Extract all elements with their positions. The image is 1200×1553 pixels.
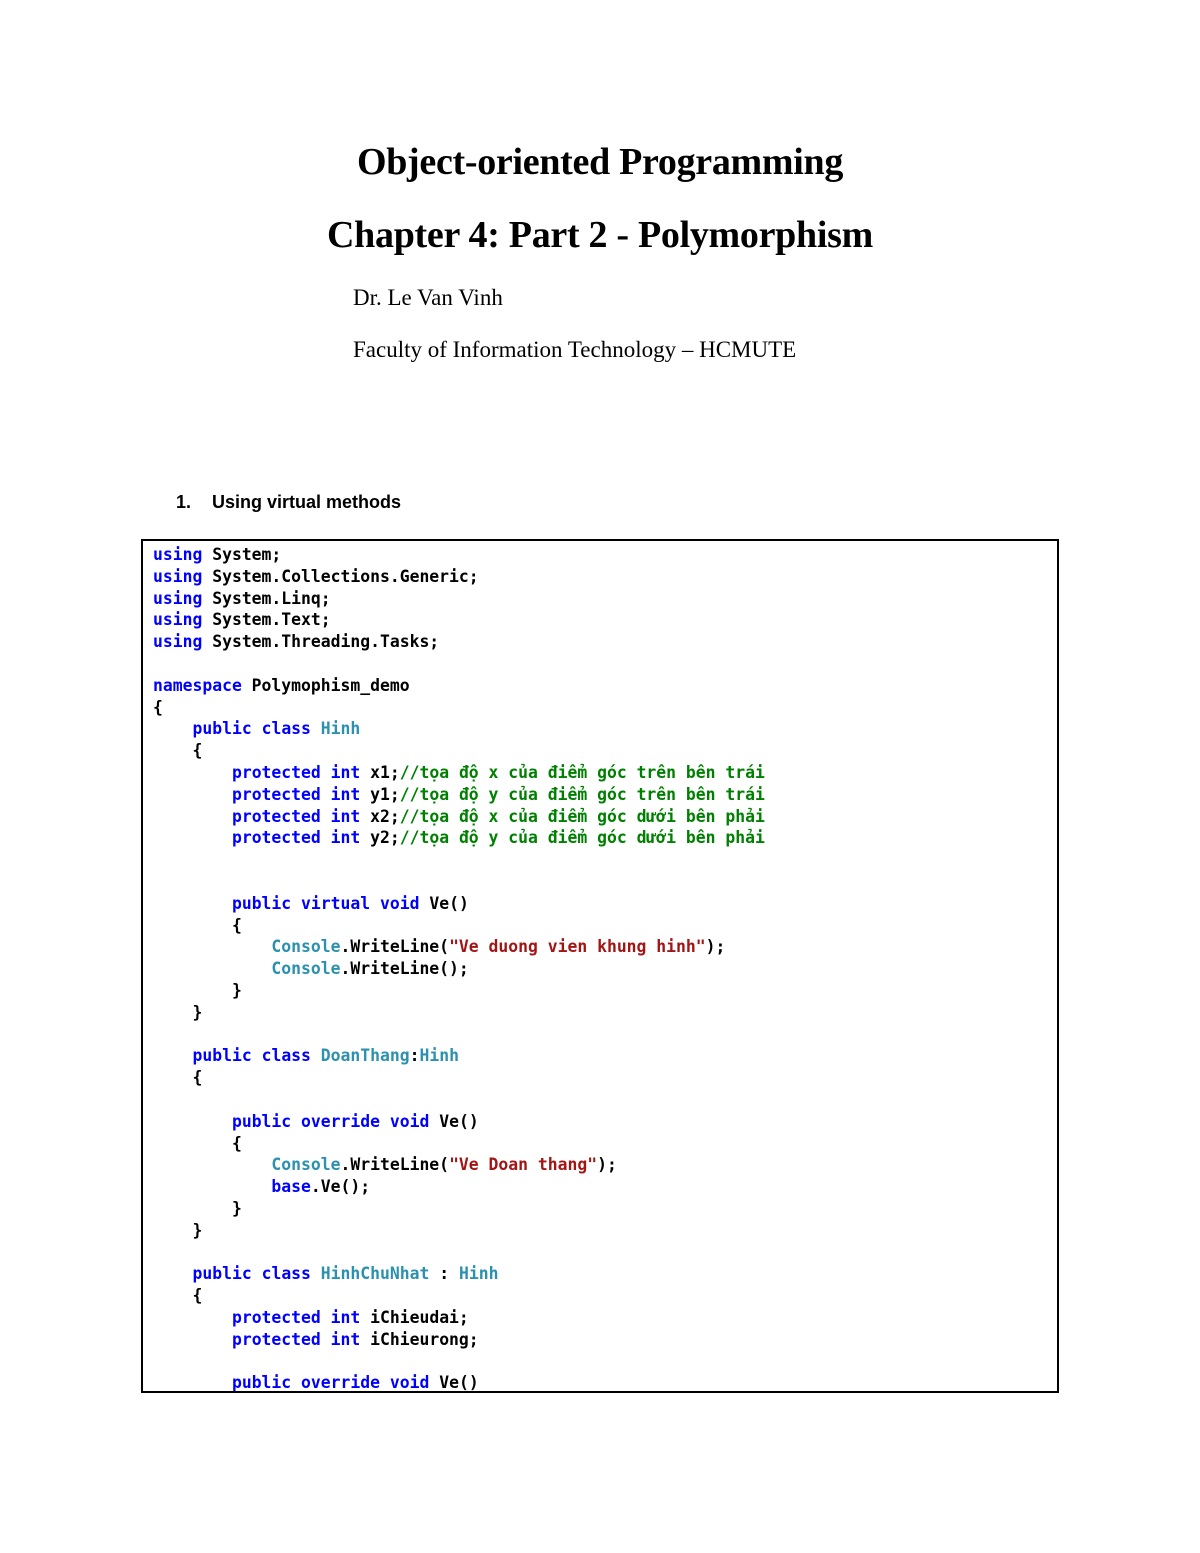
code-line — [153, 566, 765, 588]
code-text: .WriteLine( — [340, 937, 450, 957]
code-line — [153, 1372, 765, 1393]
code-line — [153, 544, 765, 566]
code-text: .WriteLine( — [340, 1155, 450, 1175]
code-text: { — [153, 1068, 203, 1088]
code-text — [153, 1177, 271, 1196]
code-text — [153, 785, 232, 804]
code-text: y2; — [360, 828, 400, 848]
code-text — [153, 1308, 232, 1327]
code-text — [153, 894, 232, 913]
code-keyword: int — [330, 784, 361, 804]
code-keyword: public — [231, 1373, 292, 1393]
code-line — [153, 1263, 765, 1285]
code-text: } — [153, 1198, 242, 1218]
code-keyword: public — [192, 1264, 252, 1284]
code-type: DoanThang — [320, 1046, 410, 1066]
document-title: Object-oriented Programming — [356, 141, 844, 183]
code-type: Hinh — [419, 1046, 459, 1066]
code-line — [153, 1242, 765, 1264]
code-line — [153, 871, 765, 893]
code-text — [321, 785, 331, 804]
code-text: Ve() — [429, 1373, 479, 1393]
author-affiliation: Faculty of Information Technology – HCMUTE — [353, 337, 797, 362]
code-text: ); — [597, 1155, 617, 1175]
code-text: : — [429, 1264, 459, 1284]
code-line — [153, 1089, 765, 1111]
code-comment: //tọa độ y của điểm góc trên bên trái — [399, 784, 765, 804]
code-keyword: using — [153, 588, 203, 608]
code-line — [153, 653, 765, 675]
code-text: Polymophism_demo — [241, 675, 410, 695]
code-text — [153, 719, 192, 738]
code-line — [153, 1111, 765, 1133]
code-keyword: class — [261, 1046, 311, 1066]
author-name: Dr. Le Van Vinh — [353, 285, 503, 310]
code-keyword: override — [301, 1373, 380, 1393]
code-text — [252, 719, 262, 738]
code-line — [153, 980, 765, 1002]
code-text — [252, 1264, 262, 1283]
code-text — [153, 828, 232, 847]
code-type: Hinh — [458, 1264, 499, 1284]
code-line — [153, 1067, 765, 1089]
code-keyword: class — [261, 1264, 311, 1284]
code-text — [380, 1112, 390, 1131]
code-listing — [153, 544, 765, 1393]
code-line — [153, 631, 765, 653]
code-text — [321, 1308, 331, 1327]
code-text: ); — [705, 937, 726, 957]
code-line — [153, 718, 765, 740]
code-text: } — [153, 1220, 203, 1240]
code-text — [291, 1373, 301, 1392]
code-line — [153, 1154, 765, 1176]
code-keyword: protected — [231, 828, 321, 848]
code-string: "Ve Doan thang" — [449, 1155, 598, 1175]
code-line — [153, 1045, 765, 1067]
code-line — [153, 1176, 765, 1198]
code-type: Hinh — [320, 719, 361, 739]
code-line — [153, 849, 765, 871]
code-keyword: protected — [231, 784, 321, 804]
code-line — [153, 915, 765, 937]
code-keyword: protected — [231, 762, 321, 782]
code-keyword: protected — [231, 806, 321, 826]
code-line — [153, 588, 765, 610]
code-line — [153, 740, 765, 762]
code-line — [153, 893, 765, 915]
code-type: Console — [271, 937, 341, 957]
code-keyword: int — [330, 762, 361, 782]
code-text: } — [153, 1002, 203, 1022]
code-line — [153, 675, 765, 697]
code-text — [311, 1264, 321, 1283]
code-keyword: void — [380, 893, 420, 913]
code-line — [153, 827, 765, 849]
code-keyword: using — [153, 566, 203, 586]
code-keyword: void — [389, 1373, 430, 1393]
code-line — [153, 762, 765, 784]
section-heading — [176, 492, 401, 513]
code-line — [153, 1329, 765, 1351]
code-text — [153, 1155, 271, 1174]
code-text: iChieudai; — [360, 1307, 469, 1327]
code-text: { — [153, 915, 242, 935]
code-keyword: int — [330, 1329, 361, 1349]
code-keyword: void — [389, 1111, 430, 1131]
code-keyword: override — [301, 1111, 380, 1131]
code-text — [153, 807, 232, 826]
code-keyword: public — [231, 893, 292, 913]
code-line — [153, 1350, 765, 1372]
code-text: Ve() — [429, 1111, 479, 1131]
code-type: Console — [271, 1155, 341, 1175]
code-text — [370, 894, 380, 913]
code-keyword: int — [330, 806, 361, 826]
code-keyword: using — [153, 632, 203, 652]
code-text — [291, 1112, 301, 1131]
code-keyword: public — [192, 1046, 252, 1066]
code-comment: //tọa độ x của điểm góc dưới bên phải — [399, 806, 765, 826]
code-line — [153, 1002, 765, 1024]
code-line — [153, 1198, 765, 1220]
code-string: "Ve duong vien khung hinh" — [449, 937, 706, 957]
code-text — [311, 719, 321, 738]
code-line — [153, 1220, 765, 1242]
code-text — [321, 828, 331, 847]
code-line — [153, 1024, 765, 1046]
code-text — [311, 1046, 321, 1065]
section-number: 1. — [176, 492, 192, 512]
code-line — [153, 609, 765, 631]
code-keyword: int — [330, 1307, 361, 1327]
code-text — [291, 894, 301, 913]
code-keyword: protected — [231, 1307, 321, 1327]
code-line — [153, 1285, 765, 1307]
chapter-title: Chapter 4: Part 2 - Polymorphism — [327, 214, 873, 256]
code-type: HinhChuNhat — [320, 1264, 430, 1284]
code-text — [380, 1373, 390, 1392]
code-text: System.Linq; — [202, 588, 331, 608]
code-line — [153, 936, 765, 958]
code-text: System.Text; — [202, 610, 331, 630]
code-text: .Ve(); — [310, 1177, 371, 1197]
code-text — [321, 763, 331, 782]
code-line — [153, 697, 765, 719]
code-text: y1; — [360, 784, 400, 804]
code-text — [153, 1046, 192, 1065]
code-keyword: class — [261, 719, 311, 739]
code-text: : — [409, 1046, 420, 1066]
code-keyword: using — [153, 545, 203, 564]
code-line — [153, 1307, 765, 1329]
code-text: x2; — [360, 806, 400, 826]
code-text — [153, 1373, 232, 1392]
code-text: x1; — [360, 762, 400, 782]
code-text: { — [153, 1286, 203, 1306]
code-text — [153, 1264, 192, 1283]
code-keyword: using — [153, 610, 203, 630]
code-keyword: protected — [231, 1329, 321, 1349]
code-text: .WriteLine(); — [340, 959, 469, 979]
code-line — [153, 958, 765, 980]
code-text — [321, 807, 331, 826]
code-keyword: namespace — [153, 675, 242, 695]
code-text: { — [153, 741, 203, 761]
code-comment: //tọa độ y của điểm góc dưới bên phải — [399, 828, 765, 848]
code-text — [153, 959, 271, 978]
code-block — [141, 539, 1059, 1393]
code-line — [153, 1133, 765, 1155]
code-comment: //tọa độ x của điểm góc trên bên trái — [399, 762, 765, 782]
code-keyword: base — [271, 1177, 311, 1197]
code-line — [153, 784, 765, 806]
code-text: System.Threading.Tasks; — [202, 632, 440, 652]
code-text: iChieurong; — [360, 1329, 479, 1349]
code-text — [153, 1112, 232, 1131]
code-keyword: public — [192, 719, 252, 739]
code-text: Ve() — [419, 893, 469, 913]
section-heading-text: Using virtual methods — [212, 492, 402, 512]
code-keyword: public — [231, 1111, 292, 1131]
code-text — [153, 937, 271, 956]
code-text — [153, 1330, 232, 1349]
code-text — [252, 1046, 262, 1065]
code-text: System.Collections.Generic; — [202, 566, 479, 586]
code-keyword: virtual — [301, 893, 371, 913]
code-text: { — [153, 697, 163, 717]
code-type: Console — [271, 959, 341, 979]
code-line — [153, 806, 765, 828]
code-text — [321, 1330, 331, 1349]
code-text: } — [153, 980, 242, 1000]
code-text: { — [153, 1133, 242, 1153]
code-keyword: int — [330, 828, 361, 848]
code-text — [153, 763, 232, 782]
code-text: System; — [202, 545, 282, 564]
